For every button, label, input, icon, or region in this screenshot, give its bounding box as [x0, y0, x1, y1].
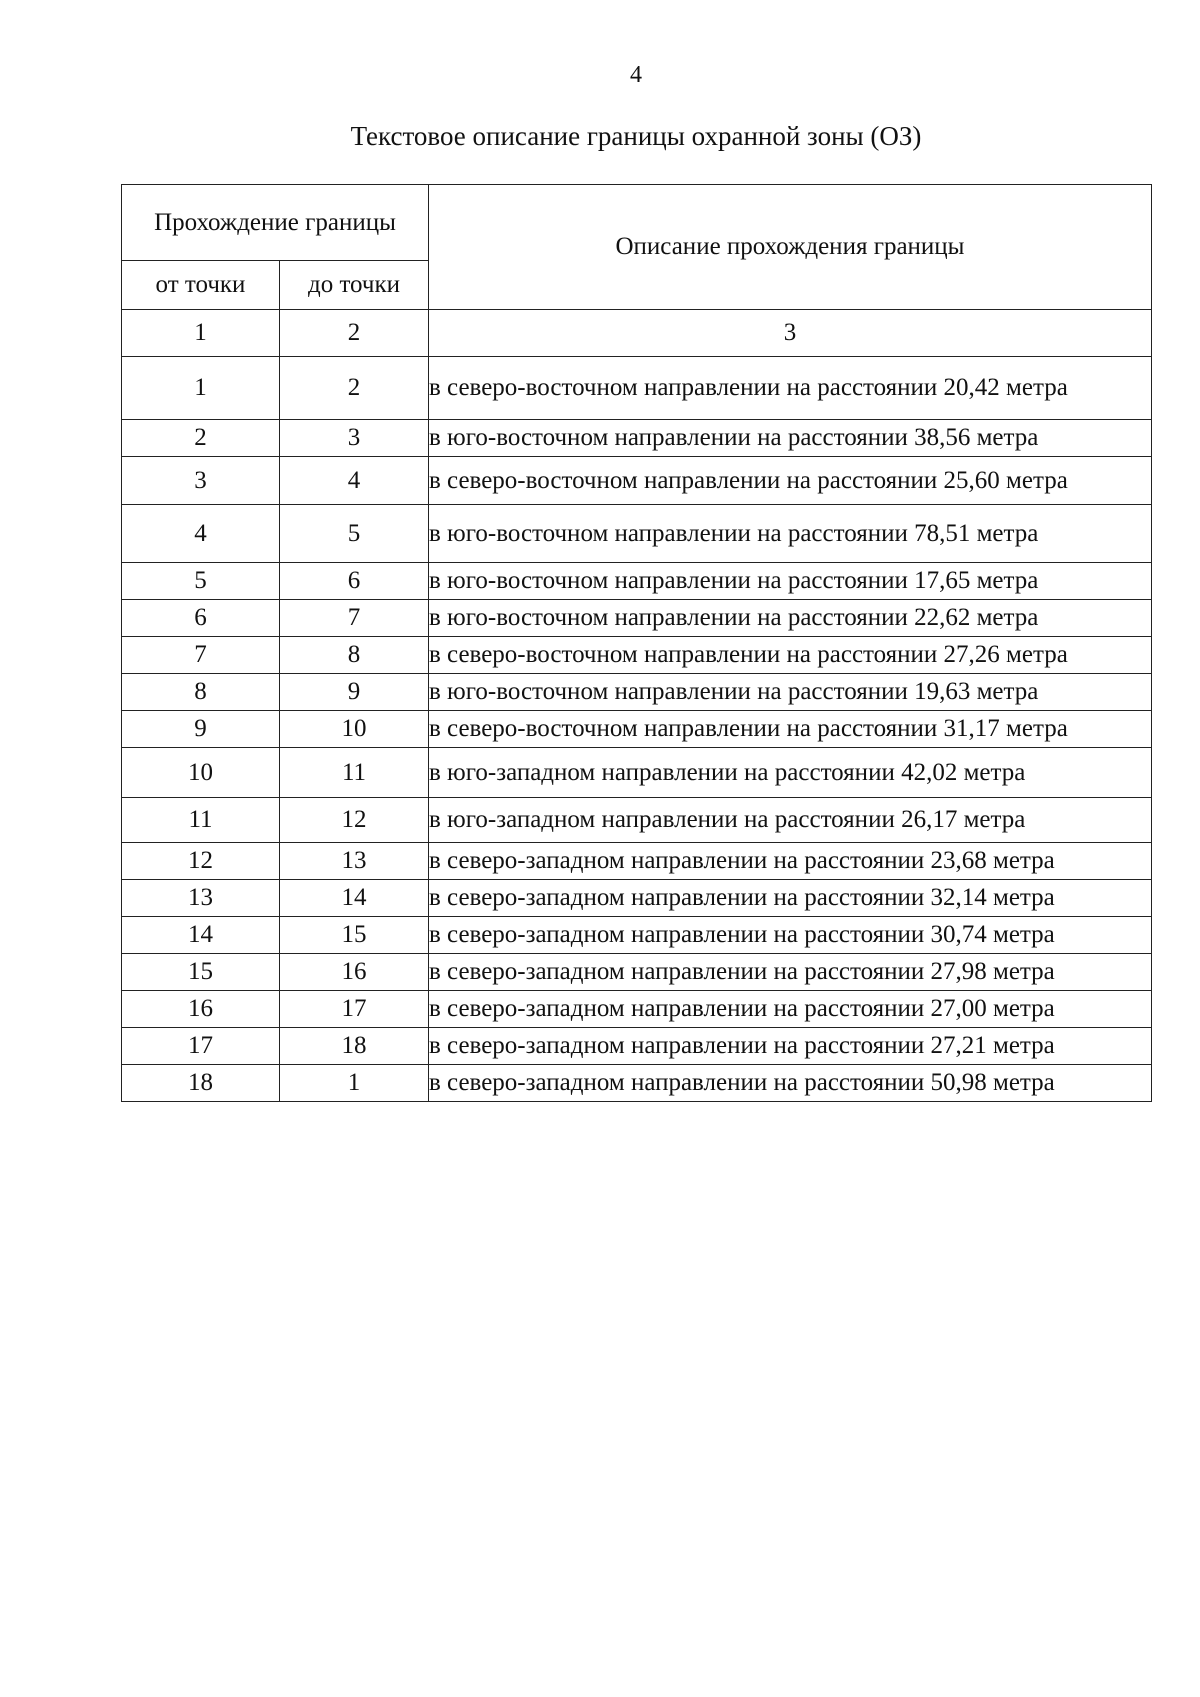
table-row [122, 637, 1152, 674]
to-point-cell: 14 [280, 880, 429, 917]
to-point-cell: 3 [280, 420, 429, 457]
to-point-cell: 15 [280, 917, 429, 954]
column-number: 2 [280, 310, 429, 357]
table-row [122, 991, 1152, 1028]
to-point-cell: 1 [280, 1065, 429, 1102]
to-point-cell: 4 [280, 457, 429, 505]
from-point-cell: 5 [122, 563, 280, 600]
document-title: Текстовое описание границы охранной зоны (ОЗ) [350, 121, 922, 151]
table-row [122, 505, 1152, 563]
header-to-point: до точки [280, 261, 429, 310]
description-cell: в юго-восточном направлении на расстоянии 19,63 метра [429, 674, 1152, 711]
to-point-cell: 7 [280, 600, 429, 637]
description-cell: в северо-восточном направлении на расстоянии 31,17 метра [429, 711, 1152, 748]
description-cell: в северо-восточном направлении на расстоянии 25,60 метра [429, 457, 1152, 505]
header-description: Описание прохождения границы [429, 185, 1152, 310]
to-point-cell: 17 [280, 991, 429, 1028]
to-point-cell: 18 [280, 1028, 429, 1065]
to-point-cell: 9 [280, 674, 429, 711]
table-row [122, 843, 1152, 880]
description-cell: в северо-западном направлении на расстоянии 23,68 метра [429, 843, 1152, 880]
from-point-cell: 8 [122, 674, 280, 711]
description-cell: в северо-восточном направлении на расстоянии 20,42 метра [429, 357, 1152, 420]
from-point-cell: 10 [122, 748, 280, 798]
description-cell: в северо-западном направлении на расстоянии 32,14 метра [429, 880, 1152, 917]
description-cell: в северо-западном направлении на расстоянии 27,21 метра [429, 1028, 1152, 1065]
column-number-row [122, 310, 1152, 357]
column-number: 1 [122, 310, 280, 357]
from-point-cell: 3 [122, 457, 280, 505]
from-point-cell: 12 [122, 843, 280, 880]
from-point-cell: 7 [122, 637, 280, 674]
from-point-cell: 6 [122, 600, 280, 637]
table-row [122, 954, 1152, 991]
table-row [122, 711, 1152, 748]
description-cell: в северо-восточном направлении на расстоянии 27,26 метра [429, 637, 1152, 674]
boundary-table [121, 184, 1152, 1102]
to-point-cell: 10 [280, 711, 429, 748]
description-cell: в юго-восточном направлении на расстоянии 22,62 метра [429, 600, 1152, 637]
table-row [122, 1028, 1152, 1065]
from-point-cell: 4 [122, 505, 280, 563]
table-row [122, 798, 1152, 843]
table-row [122, 563, 1152, 600]
to-point-cell: 8 [280, 637, 429, 674]
table-row [122, 420, 1152, 457]
to-point-cell: 12 [280, 798, 429, 843]
description-cell: в юго-восточном направлении на расстоянии 38,56 метра [429, 420, 1152, 457]
table-row [122, 748, 1152, 798]
header-from-point: от точки [122, 261, 280, 310]
description-cell: в северо-западном направлении на расстоянии 30,74 метра [429, 917, 1152, 954]
from-point-cell: 16 [122, 991, 280, 1028]
from-point-cell: 9 [122, 711, 280, 748]
table-row [122, 917, 1152, 954]
from-point-cell: 17 [122, 1028, 280, 1065]
description-cell: в юго-западном направлении на расстоянии 26,17 метра [429, 798, 1152, 843]
table-row [122, 1065, 1152, 1102]
from-point-cell: 1 [122, 357, 280, 420]
table-row [122, 880, 1152, 917]
table-row [122, 457, 1152, 505]
from-point-cell: 15 [122, 954, 280, 991]
description-cell: в северо-западном направлении на расстоянии 27,98 метра [429, 954, 1152, 991]
description-cell: в юго-восточном направлении на расстоянии 17,65 метра [429, 563, 1152, 600]
from-point-cell: 18 [122, 1065, 280, 1102]
page-number: 4 [630, 62, 642, 88]
from-point-cell: 2 [122, 420, 280, 457]
to-point-cell: 6 [280, 563, 429, 600]
to-point-cell: 16 [280, 954, 429, 991]
from-point-cell: 13 [122, 880, 280, 917]
to-point-cell: 13 [280, 843, 429, 880]
to-point-cell: 11 [280, 748, 429, 798]
description-cell: в юго-западном направлении на расстоянии 42,02 метра [429, 748, 1152, 798]
table-row [122, 674, 1152, 711]
header-boundary-passage: Прохождение границы [122, 185, 429, 261]
table-row [122, 357, 1152, 420]
to-point-cell: 2 [280, 357, 429, 420]
description-cell: в северо-западном направлении на расстоянии 27,00 метра [429, 991, 1152, 1028]
to-point-cell: 5 [280, 505, 429, 563]
from-point-cell: 14 [122, 917, 280, 954]
description-cell: в северо-западном направлении на расстоянии 50,98 метра [429, 1065, 1152, 1102]
table-row [122, 600, 1152, 637]
description-cell: в юго-восточном направлении на расстоянии 78,51 метра [429, 505, 1152, 563]
column-number: 3 [429, 310, 1152, 357]
from-point-cell: 11 [122, 798, 280, 843]
